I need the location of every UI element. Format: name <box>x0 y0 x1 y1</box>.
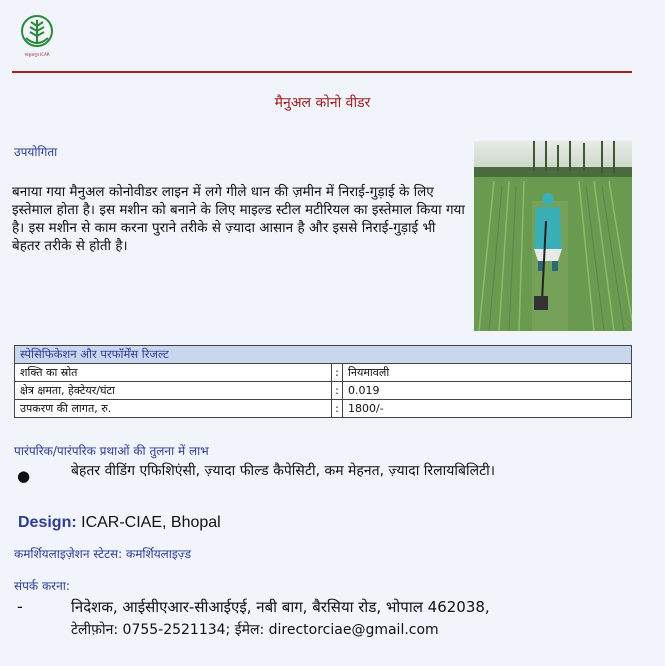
table-row <box>15 364 632 382</box>
spec-value: 1800/- <box>343 400 632 418</box>
spec-table <box>14 345 632 418</box>
spec-value: नियमावली <box>343 364 632 382</box>
bullet-icon: ● <box>17 467 31 485</box>
design-value: ICAR-CIAE, Bhopal <box>81 514 221 531</box>
logo-text: भाकृअनुप ICAR <box>24 52 50 57</box>
spec-separator: : <box>332 382 343 400</box>
contact-heading: संपर्क करना: <box>14 579 70 593</box>
page-title: मैनुअल कोनो वीडर <box>274 95 371 111</box>
header-rule <box>12 71 632 73</box>
contact-dash: - <box>17 597 23 616</box>
cono-weeder-photo <box>474 141 632 331</box>
spec-value: 0.019 <box>343 382 632 400</box>
table-row <box>15 382 632 400</box>
spec-label: क्षेत्र क्षमता, हेक्टेयर/घंटा <box>15 382 332 400</box>
contact-address: निदेशक, आईसीएआर-सीआईएई, नबी बाग, बैरसिया रोड, भोपाल 462038, <box>71 598 490 616</box>
spec-label: उपकरण की लागत, रु. <box>15 400 332 418</box>
spec-label: शक्ति का स्रोत <box>15 364 332 382</box>
contact-phone-email: टेलीफ़ोन: 0755-2521134; ईमेल: directorciae@gmail.com <box>71 622 439 638</box>
design-label: Design: <box>18 514 77 531</box>
table-row <box>15 400 632 418</box>
usage-paragraph: बनाया गया मैनुअल कोनोवीडर लाइन में लगे गीले धान की ज़मीन में निराई-गुड़ाई के लिए इस्तेमाल होता है। इस मशीन को बनाने के लिए माइल्ड स्टील मटीरियल का इस्तेमाल किया गया है। इस मशीन से काम करना पुराने तरीके से ज़्यादा आसान है और इससे निराई-गुड़ाई भी बेहतर तरीके से होती है। <box>12 184 465 254</box>
benefits-heading: पारंपरिक/पारंपरिक प्रथाओं की तुलना में लाभ <box>14 444 209 458</box>
spec-separator: : <box>332 364 343 382</box>
usage-heading: उपयोगिता <box>14 145 58 159</box>
spec-separator: : <box>332 400 343 418</box>
spec-table-heading: स्पेसिफिकेशन और परफॉर्मेंस रिजल्ट <box>15 346 632 364</box>
benefit-item: बेहतर वीडिंग एफिशिएंसी, ज़्यादा फील्ड कैपेसिटी, कम मेहनत, ज़्यादा रिलायबिलिटी। <box>71 463 496 479</box>
icar-logo <box>18 14 56 64</box>
commercialization-status: कमर्शियलाइज़ेशन स्टेटस: कमर्शियलाइज़्ड <box>14 547 192 561</box>
design-credit <box>18 514 221 532</box>
